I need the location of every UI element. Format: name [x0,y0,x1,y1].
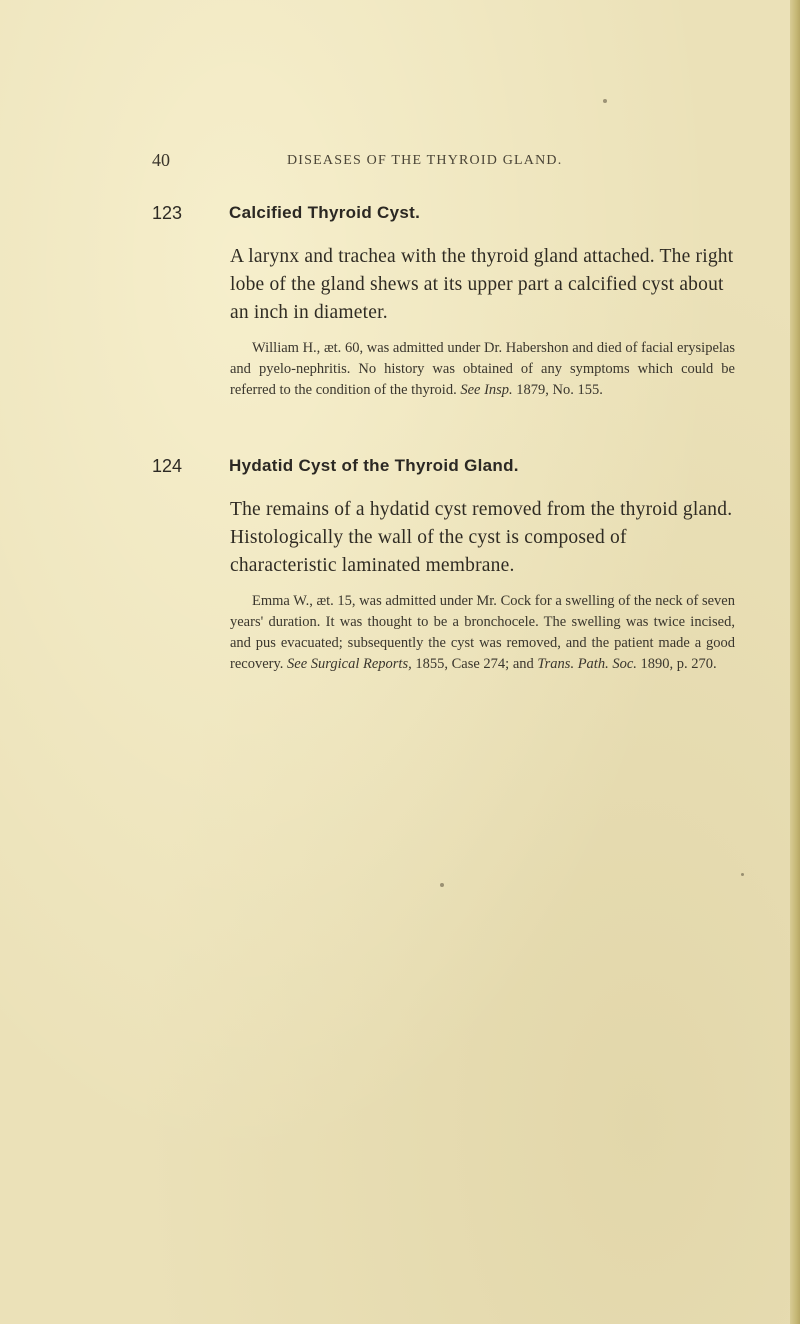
case-note-text: Emma W., æt. 15, was admitted under Mr. Cock for a swelling of the neck of seven years' duration. It was thought to be a bronchocele. The swelling was twice incised, and pus evacuated; subsequently the cyst was removed, and the patient made a good recovery. [230,593,735,672]
reference-see: See Insp. [460,382,513,398]
paper-speck [440,883,444,887]
catalogue-entry-123 [152,203,740,401]
entry-heading [152,456,740,484]
entry-number: 124 [152,456,183,476]
case-note [230,591,735,675]
catalogue-entry-124 [152,456,740,675]
case-note-text: William H., æt. 60, was admitted under Dr. Habershon and died of facial erysipelas and pyelo-nephritis. No history was obtained of any symptoms which could be referred to the condition of the thyroid. [230,340,735,398]
reference-trans: Trans. Path. Soc. [537,656,637,672]
entry-description: A larynx and trachea with the thyroid gland attached. The right lobe of the gland shews at its upper part a calcified cyst about an inch in diameter. [230,246,734,323]
entry-title: Hydatid Cyst of the Thyroid Gland. [229,456,519,475]
page-header [0,150,800,174]
entry-title: Calcified Thyroid Cyst. [229,203,421,222]
reference-tail: 1879, No. 155. [516,382,603,398]
paper-speck [741,873,744,876]
entry-number: 123 [152,203,183,223]
case-note [230,338,735,401]
entry-description: The remains of a hydatid cyst removed from the thyroid gland. Histologically the wall of the cyst is composed of characteristic laminated membrane. [230,499,733,576]
reference-tail: 1890, p. 270. [640,656,717,672]
reference-mid: 1855, Case 274; and [415,656,534,672]
page-number: 40 [152,150,170,170]
page-edge [790,0,800,1324]
entry-heading [152,203,740,231]
paper-speck [603,99,607,103]
reference-see: See Surgical Reports, [287,656,412,672]
running-head: DISEASES OF THE THYROID GLAND. [287,153,563,168]
